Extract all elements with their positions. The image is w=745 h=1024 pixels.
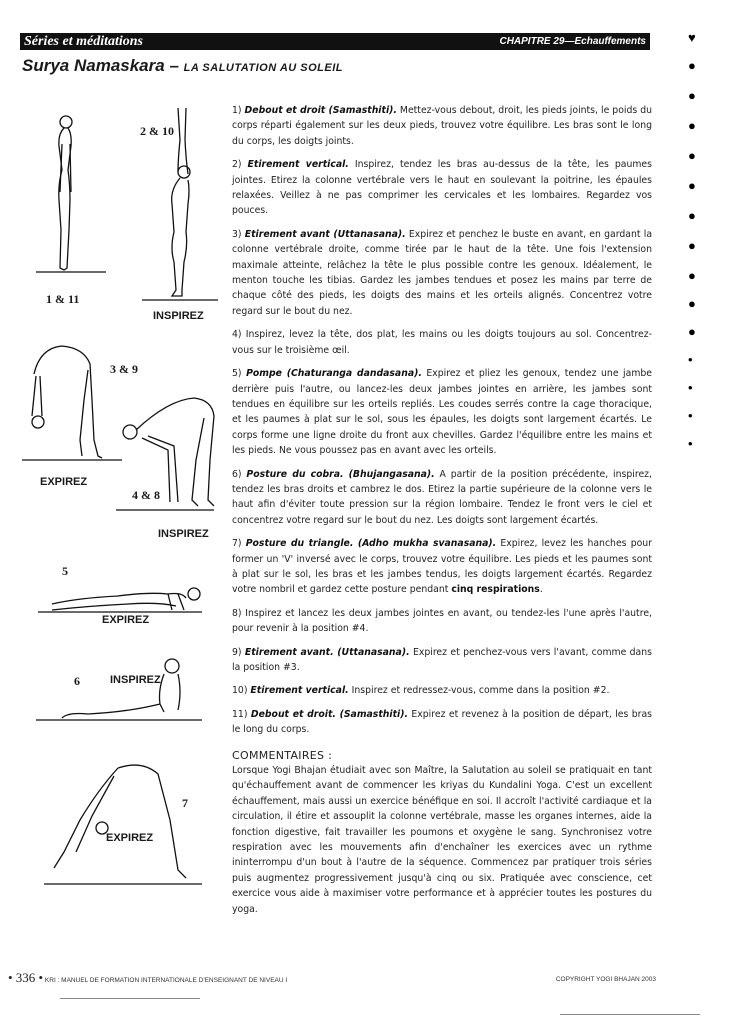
footer-rule-right (560, 1014, 700, 1015)
step-6: 6) Posture du cobra. (Bhujangasana). A partir de la position précédente, inspirez, tendez les bras droits et cambrez le dos. Etirez la partie supérieure de la colonne vers le haut afin d'éviter toute pression sur la région lombaire. Tendez le front vers le ciel et concentrez votre regard sur le bout du nez. Les doigts sont largement écartés. (232, 468, 653, 526)
step-name: Pompe (Chaturanga dandasana). (246, 368, 422, 380)
pose-illustrations (18, 100, 223, 930)
page-title-main: Surya Namaskara (22, 56, 165, 75)
label-pose-7: 7 (182, 796, 188, 810)
step-name: Posture du cobra. (Bhujangasana). (246, 468, 435, 480)
binding-marks: ♥ ● ● ● ● ● ● ● ● ● ● • • • • (688, 30, 696, 451)
pose-triangle-figure (44, 765, 202, 884)
step-name: Etirement avant (Uttanasana). (244, 228, 406, 240)
label-expirez-1: EXPIREZ (40, 476, 88, 488)
label-pose-4-8: 4 & 8 (132, 488, 160, 502)
step-4: 4) Inspirez, levez la tête, dos plat, les mains ou les doigts toujours au sol. Concentrez-vous sur le troisième œil. (232, 329, 653, 356)
step-name: Etirement avant. (Uttanasana). (244, 646, 410, 658)
step-name: Debout et droit. (Samasthiti). (250, 708, 408, 720)
step-9: 9) Etirement avant. (Uttanasana). Expirez et penchez-vous vers l'avant, comme dans la position #3. (232, 646, 652, 673)
pose-figures-drawing (18, 100, 223, 930)
step-name: Debout et droit (Samasthiti). (244, 105, 397, 116)
label-inspirez-3: INSPIREZ (110, 674, 161, 686)
label-inspirez-2: INSPIREZ (158, 528, 209, 540)
section-title: Séries et méditations (24, 34, 143, 49)
pose-plank-figure (38, 588, 202, 612)
header-bar (20, 33, 650, 50)
pose-flat-back-figure (116, 398, 214, 510)
label-inspirez-1: INSPIREZ (153, 310, 204, 322)
page-title (22, 56, 343, 76)
footer-manual-title: KRI : MANUEL DE FORMATION INTERNATIONALE D'ENSEIGNANT DE NIVEAU I (44, 977, 288, 984)
step-emphasis: cinq respirations (451, 584, 540, 596)
step-name: Posture du triangle. (Adho mukha svanasana). (245, 538, 497, 550)
pose-forward-bend-figure (22, 346, 122, 460)
label-pose-5: 5 (62, 564, 68, 578)
page-number: • 336 • (8, 970, 44, 985)
step-1: 1) Debout et droit (Samasthiti). Mettez-vous debout, droit, les pieds joints, le poids du corps réparti également sur les deux pieds, trouvez votre équilibre. Les bras sont le long du corps, les doigts joints. (232, 105, 653, 147)
label-expirez-2: EXPIREZ (102, 614, 150, 626)
step-7: 7) Posture du triangle. (Adho mukha svanasana). Expirez, levez les hanches pour former un 'V' inversé avec le corps, trouvez votre équilibre. Les pieds et les paumes sont à plat sur le sol, les bras et les jambes tendus, les doigts largement écartés. Regardez votre nombril et gardez cette posture pendant cinq respirations. (232, 538, 652, 596)
step-8: 8) Inspirez et lancez les deux jambes jointes en avant, ou tendez-les l'une après l'autre, pour revenir à la position #4. (232, 607, 652, 635)
step-2: 2) Etirement vertical. Inspirez, tendez les bras au-dessus de la tête, les paumes jointes. Etirez la colonne vertébrale vers le haut en soulevant la poitrine, les épaules relaxées. Veillez à ne pas comprimer les cervicales et les lombaires. Regardez vos pouces. (232, 159, 652, 217)
step-name: Etirement vertical. (250, 685, 349, 697)
label-pose-6: 6 (74, 674, 80, 688)
step-11: 11) Debout et droit. (Samasthiti). Expirez et revenez à la position de départ, les bras le long du corps. (232, 708, 653, 736)
step-5: 5) Pompe (Chaturanga dandasana). Expirez et pliez les genoux, tendez une jambe derrière puis l'autre, ou lancez-les deux jambes jointes en arrière, les jambes sont tendues en équilibre sur les orteils repliés. Les coudes serrés contre la cage thoracique, et les paumes à plat sur le sol, sous les épaules, les doigts sont largement écartés. Le corps forme une ligne droite du front aux chevilles. Gardez l'équilibre entre les mains et les pieds. Ne vous poussez pas en avant avec les orteils. (232, 368, 653, 457)
label-expirez-3: EXPIREZ (106, 832, 154, 844)
label-pose-2-10: 2 & 10 (140, 124, 174, 138)
comments-heading: COMMENTAIRES : (232, 748, 333, 762)
footer-left (8, 970, 287, 986)
pose-cobra-figure (36, 659, 202, 720)
page-title-dash: – (164, 56, 184, 75)
step-10: 10) Etirement vertical. Inspirez et redressez-vous, comme dans la position #2. (232, 685, 610, 697)
step-name: Etirement vertical. (247, 159, 349, 171)
chapter-title: CHAPITRE 29—Echauffements (499, 36, 646, 47)
footer-copyright: COPYRIGHT YOGI BHAJAN 2003 (555, 976, 656, 983)
pose-standing-figure (36, 116, 106, 272)
label-pose-3-9: 3 & 9 (110, 362, 138, 376)
label-pose-1-11: 1 & 11 (46, 292, 80, 306)
comments-body: Lorsque Yogi Bhajan étudiait avec son Maître, la Salutation au soleil se pratiquait en tant qu'échauffement avant de commencer les kriyas du Kundalini Yoga. C'est un excellent échauffement, mais aussi un exercice bénéfique en soi. Il accroît l'activité cardiaque et la circulation, il étire et assouplit la colonne vertébrale, masse les organes internes, aide la fonction digestive, fait travailler les poumons et oxygène le sang. Synchronisez votre respiration avec les mouvements afin d'enchaîner les exercices avec un rythme ininterrompu d'un bout à l'autre de la séquence. Commencez par pratiquer trois séries puis augmentez progressivement jusqu'à cinq ou six. Pratiquée avec conscience, cet exercice vous aide à maximiser votre performance et à apprécier toutes les postures du yoga. (232, 765, 652, 915)
footer-rule-left (60, 998, 200, 999)
step-3: 3) Etirement avant (Uttanasana). Expirez et penchez le buste en avant, en gardant la colonne vertébrale droite, comme tirée par le haut de la tête. Une fois l'extension maximale atteinte, relâchez la tête le plus possible contre les genoux. Idéalement, le menton touche les tibias. Gardez les jambes tendues et posez les mains par terre de chaque côté des pieds, les doigts des mains et les orteils alignés. Concentrez votre regard sur le bout du nez. (232, 228, 653, 317)
instructions-column (232, 103, 652, 917)
page-subtitle: LA SALUTATION AU SOLEIL (183, 62, 344, 74)
